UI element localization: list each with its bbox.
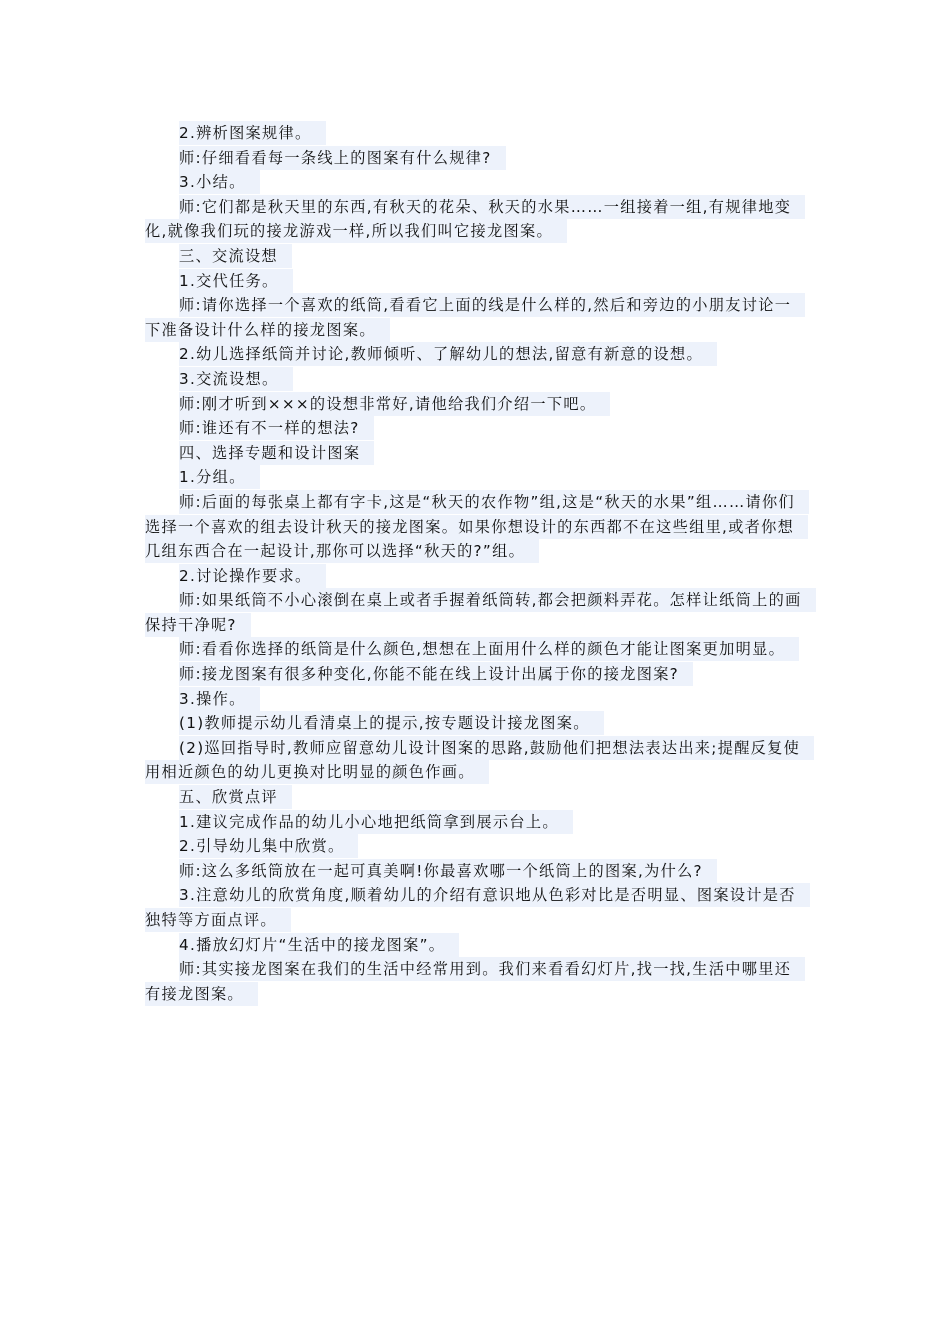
paragraph-text: 1.交代任务。	[179, 269, 293, 293]
paragraph-text: 师:其实接龙图案在我们的生活中经常用到。我们来看看幻灯片,找一找,生活中哪里还有接龙图案。	[145, 957, 805, 1006]
paragraph-text: 3.操作。	[179, 687, 260, 711]
paragraph	[145, 736, 807, 785]
paragraph	[145, 957, 807, 1006]
section-heading-text: 四、选择专题和设计图案	[179, 441, 374, 465]
paragraph-text: 2.辨析图案规律。	[179, 121, 326, 145]
paragraph	[145, 195, 807, 244]
paragraph-text: 1.分组。	[179, 465, 260, 489]
paragraph	[145, 859, 807, 884]
paragraph	[145, 269, 807, 294]
paragraph	[145, 465, 807, 490]
section-heading	[145, 785, 807, 810]
document-body	[145, 121, 807, 1006]
paragraph	[145, 834, 807, 859]
paragraph-text: 师:请你选择一个喜欢的纸筒,看看它上面的线是什么样的,然后和旁边的小朋友讨论一下准备设计什么样的接龙图案。	[145, 293, 805, 342]
paragraph-text: 师:看看你选择的纸筒是什么颜色,想想在上面用什么样的颜色才能让图案更加明显。	[179, 637, 799, 661]
paragraph-text: 3.小结。	[179, 170, 260, 194]
section-heading	[145, 441, 807, 466]
paragraph	[145, 564, 807, 589]
paragraph-text: 师:刚才听到×××的设想非常好,请他给我们介绍一下吧。	[179, 392, 610, 416]
paragraph-text: 师:仔细看看每一条线上的图案有什么规律?	[179, 146, 506, 170]
paragraph	[145, 711, 807, 736]
paragraph	[145, 662, 807, 687]
paragraph-text: 2.幼儿选择纸筒并讨论,教师倾听、了解幼儿的想法,留意有新意的设想。	[179, 342, 717, 366]
paragraph-text: 2.讨论操作要求。	[179, 564, 326, 588]
paragraph	[145, 146, 807, 171]
paragraph-text: (2)巡回指导时,教师应留意幼儿设计图案的思路,鼓励他们把想法表达出来;提醒反复使用相近颜色的幼儿更换对比明显的颜色作画。	[145, 736, 814, 785]
paragraph-text: 师:谁还有不一样的想法?	[179, 416, 374, 440]
paragraph-text: 师:后面的每张桌上都有字卡,这是“秋天的农作物”组,这是“秋天的水果”组……请你们选择一个喜欢的组去设计秋天的接龙图案。如果你想设计的东西都不在这些组里,或者你想几组东西合在一起设计,那你可以选择“秋天的?”组。	[145, 490, 809, 563]
paragraph-text: 师:如果纸筒不小心滚倒在桌上或者手握着纸筒转,都会把颜料弄花。怎样让纸筒上的画保持干净呢?	[145, 588, 816, 637]
paragraph	[145, 416, 807, 441]
paragraph	[145, 293, 807, 342]
paragraph	[145, 883, 807, 932]
paragraph-text: 3.注意幼儿的欣赏角度,顺着幼儿的介绍有意识地从色彩对比是否明显、图案设计是否独特等方面点评。	[145, 883, 810, 932]
paragraph-text: 师:它们都是秋天里的东西,有秋天的花朵、秋天的水果……一组接着一组,有规律地变化,就像我们玩的接龙游戏一样,所以我们叫它接龙图案。	[145, 195, 805, 244]
paragraph	[145, 367, 807, 392]
section-heading-text: 三、交流设想	[179, 244, 292, 268]
paragraph-text: (1)教师提示幼儿看清桌上的提示,按专题设计接龙图案。	[179, 711, 604, 735]
paragraph	[145, 637, 807, 662]
paragraph	[145, 933, 807, 958]
section-heading	[145, 244, 807, 269]
paragraph	[145, 588, 807, 637]
paragraph-text: 2.引导幼儿集中欣赏。	[179, 834, 358, 858]
paragraph-text: 4.播放幻灯片“生活中的接龙图案”。	[179, 933, 459, 957]
paragraph	[145, 121, 807, 146]
paragraph-text: 师:接龙图案有很多种变化,你能不能在线上设计出属于你的接龙图案?	[179, 662, 693, 686]
paragraph-text: 1.建议完成作品的幼儿小心地把纸筒拿到展示台上。	[179, 810, 573, 834]
section-heading-text: 五、欣赏点评	[179, 785, 292, 809]
paragraph	[145, 342, 807, 367]
paragraph-text: 3.交流设想。	[179, 367, 293, 391]
paragraph	[145, 490, 807, 564]
paragraph	[145, 170, 807, 195]
paragraph-text: 师:这么多纸筒放在一起可真美啊!你最喜欢哪一个纸筒上的图案,为什么?	[179, 859, 717, 883]
paragraph	[145, 392, 807, 417]
paragraph	[145, 810, 807, 835]
paragraph	[145, 687, 807, 712]
